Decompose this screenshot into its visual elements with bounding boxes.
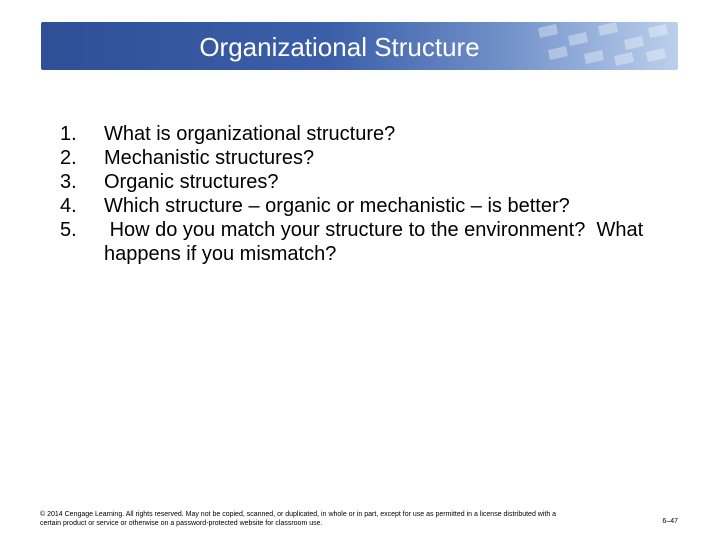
list-item-text: How do you match your structure to the environment? What happens if you mismatch? bbox=[104, 219, 649, 265]
list-item-number: 4. bbox=[60, 195, 77, 217]
list-item-text: Mechanistic structures? bbox=[104, 147, 315, 169]
copyright-notice: © 2014 Cengage Learning. All rights reserved. May not be copied, scanned, or duplicated, in whole or in part, except for use as permitted in a license distributed with a certain product or service or otherwise on a password-protected website for classroom use. bbox=[40, 511, 557, 527]
list-item bbox=[60, 146, 680, 170]
list-item bbox=[60, 194, 680, 218]
page-number: 6–47 bbox=[662, 518, 678, 525]
list-item bbox=[60, 170, 680, 194]
list-item-number: 3. bbox=[60, 171, 77, 193]
list-item-number: 5. bbox=[60, 219, 77, 241]
list-item bbox=[60, 218, 680, 266]
slide-title: Organizational Structure bbox=[199, 32, 480, 62]
title-banner bbox=[41, 22, 678, 70]
list-item-text: What is organizational structure? bbox=[104, 123, 396, 145]
list-item-text: Which structure – organic or mechanistic – is better? bbox=[104, 195, 570, 217]
question-list bbox=[60, 122, 680, 266]
list-item-number: 1. bbox=[60, 123, 77, 145]
list-item-text: Organic structures? bbox=[104, 171, 279, 193]
list-item-number: 2. bbox=[60, 147, 77, 169]
list-item bbox=[60, 122, 680, 146]
